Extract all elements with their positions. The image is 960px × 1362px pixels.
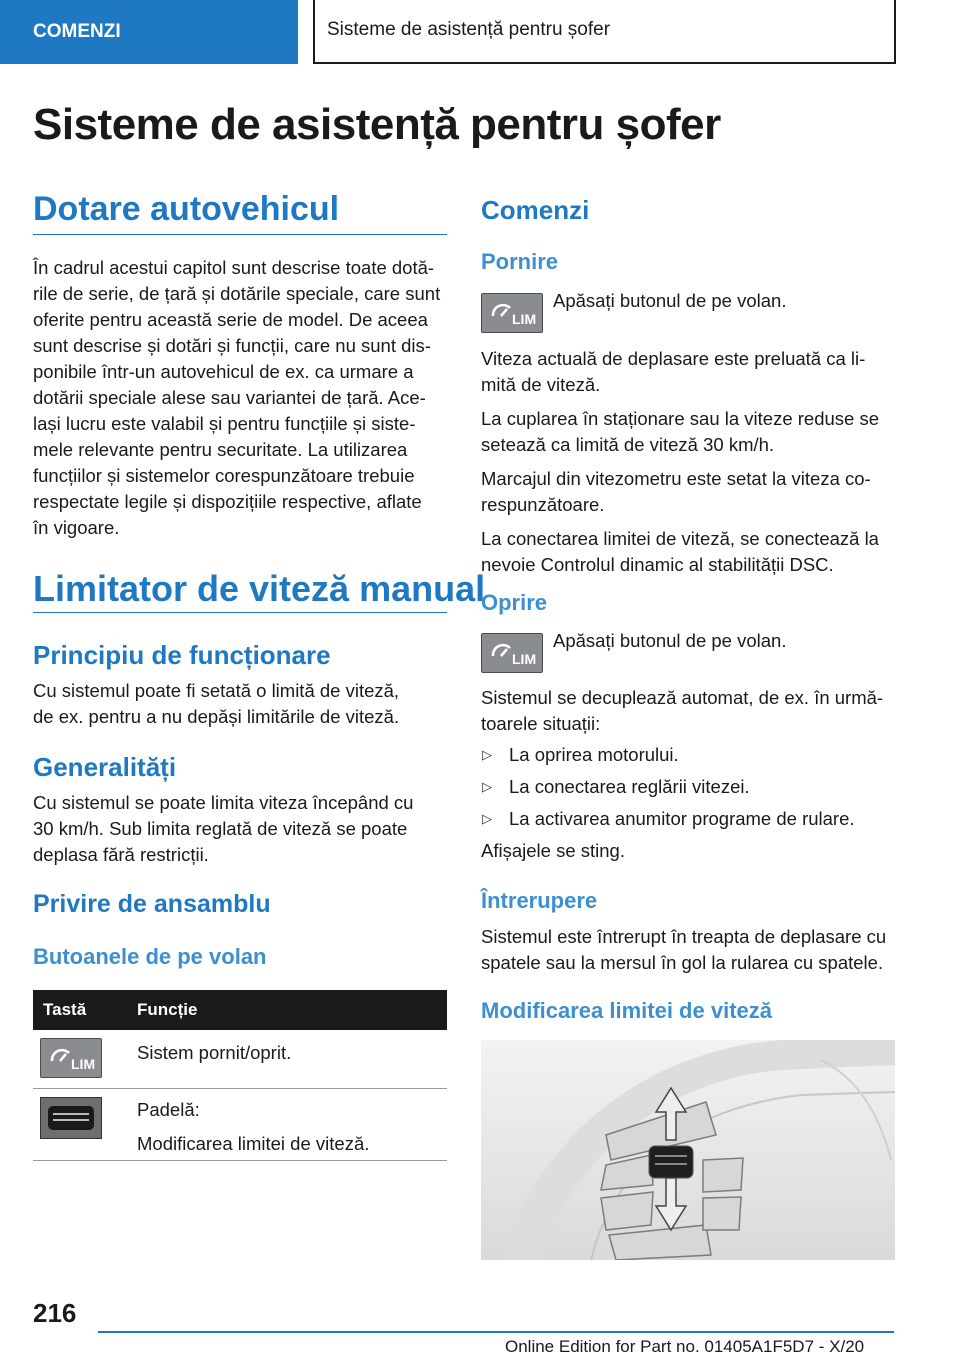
generalitati-paragraph: Cu sistemul se poate limita viteza începând cu 30 km/h. Sub limita reglată de viteză se poate deplasa fără restricții. xyxy=(33,792,414,865)
lim-button-icon xyxy=(40,1038,102,1078)
list-item: La conectarea reglării vitezei. xyxy=(509,776,750,797)
bullet-icon: ▷ xyxy=(482,811,492,826)
table-row-function: Sistem pornit/oprit. xyxy=(137,1042,292,1063)
table-divider xyxy=(33,1160,447,1161)
list-item: La oprirea motorului. xyxy=(509,744,679,765)
dotare-paragraph: În cadrul acestui capitol sunt descrise toate dotă‐ rile de serie, de țară și dotările speciale, care sunt oferite pentru această serie de model. De aceea sunt descrise și dotări și funcții, care nu sunt dis‐ ponibile într-un autovehicul de ex. ca urmare a dotării speciale alese sau variantei de țară. Ace‐ lași lucru este valabil și pentru funcțiile și siste‐ mele relevante pentru securitate. La utilizarea funcțiilor și sistemelor corespunzătoare trebuie respectate legile și dispozițiile respective, aflate în vigoare. xyxy=(33,257,441,538)
heading-comenzi: Comenzi xyxy=(481,195,590,225)
col-function-header: Funcție xyxy=(137,1000,198,1019)
heading-limitator: Limitator de viteză manual xyxy=(33,568,486,609)
col-key-header: Tastă xyxy=(43,1000,87,1019)
oprire-instruction: Apăsați butonul de pe volan. xyxy=(553,630,787,651)
page-number: 216 xyxy=(33,1298,77,1328)
principiu-paragraph: Cu sistemul poate fi setată o limită de viteză, de ex. pentru a nu depăși limitările de viteză. xyxy=(33,680,400,727)
bullet-icon: ▷ xyxy=(482,779,492,794)
intrerupere-paragraph: Sistemul este întrerupt în treapta de deplasare cu spatele sau la mersul în gol la rularea cu spatele. xyxy=(481,926,887,973)
heading-butoane: Butoanele de pe volan xyxy=(33,944,267,969)
heading-rule xyxy=(33,612,447,613)
section-tab: COMENZI xyxy=(0,0,298,64)
heading-intrerupere: Întrerupere xyxy=(481,888,598,913)
table-row-function: Padelă: Modificarea limitei de viteză. xyxy=(137,1099,370,1154)
footer-rule xyxy=(98,1331,894,1333)
heading-principiu: Principiu de funcționare xyxy=(33,640,331,670)
svg-text:LIM: LIM xyxy=(512,651,537,667)
paddle-icon xyxy=(40,1097,102,1139)
heading-oprire: Oprire xyxy=(481,590,548,615)
svg-text:LIM: LIM xyxy=(512,311,537,327)
heading-generalitati: Generalități xyxy=(33,752,177,782)
table-header xyxy=(33,990,447,1030)
oprire-paragraph: Sistemul se decuplează automat, de ex. în urmă‐ toarele situații: xyxy=(481,687,884,734)
svg-text:LIM: LIM xyxy=(71,1056,96,1072)
pornire-paragraph: Viteza actuală de deplasare este preluată ca li‐ mită de viteză. La cuplarea în staționare sau la viteze reduse se setează ca limită de viteză 30 km/h. Marcajul din vitezometru este setat la viteza co‐ respunzătoare. La conectarea limitei de viteză, se conectează la nevoie Controlul dinamic al stabilității DSC. xyxy=(481,348,879,575)
lim-button-icon xyxy=(481,293,543,333)
heading-pornire: Pornire xyxy=(481,249,559,274)
chapter-title-box: Sisteme de asistență pentru șofer xyxy=(313,0,896,64)
pornire-instruction: Apăsați butonul de pe volan. xyxy=(553,290,787,311)
steering-wheel-illustration xyxy=(481,1040,895,1260)
afisajele-text: Afișajele se sting. xyxy=(481,840,625,861)
heading-privire: Privire de ansamblu xyxy=(33,890,271,918)
lim-button-icon xyxy=(481,633,543,673)
edition-text: Online Edition for Part no. 01405A1F5D7 - X/20 xyxy=(505,1337,865,1356)
heading-modificarea: Modificarea limitei de viteză xyxy=(481,998,772,1023)
bullet-icon: ▷ xyxy=(482,747,492,762)
heading-dotare: Dotare autovehicul xyxy=(33,190,340,228)
list-item: La activarea anumitor programe de rulare. xyxy=(509,808,855,829)
heading-rule xyxy=(33,234,447,235)
page-title: Sisteme de asistență pentru șofer xyxy=(33,100,721,149)
table-divider xyxy=(33,1088,447,1089)
